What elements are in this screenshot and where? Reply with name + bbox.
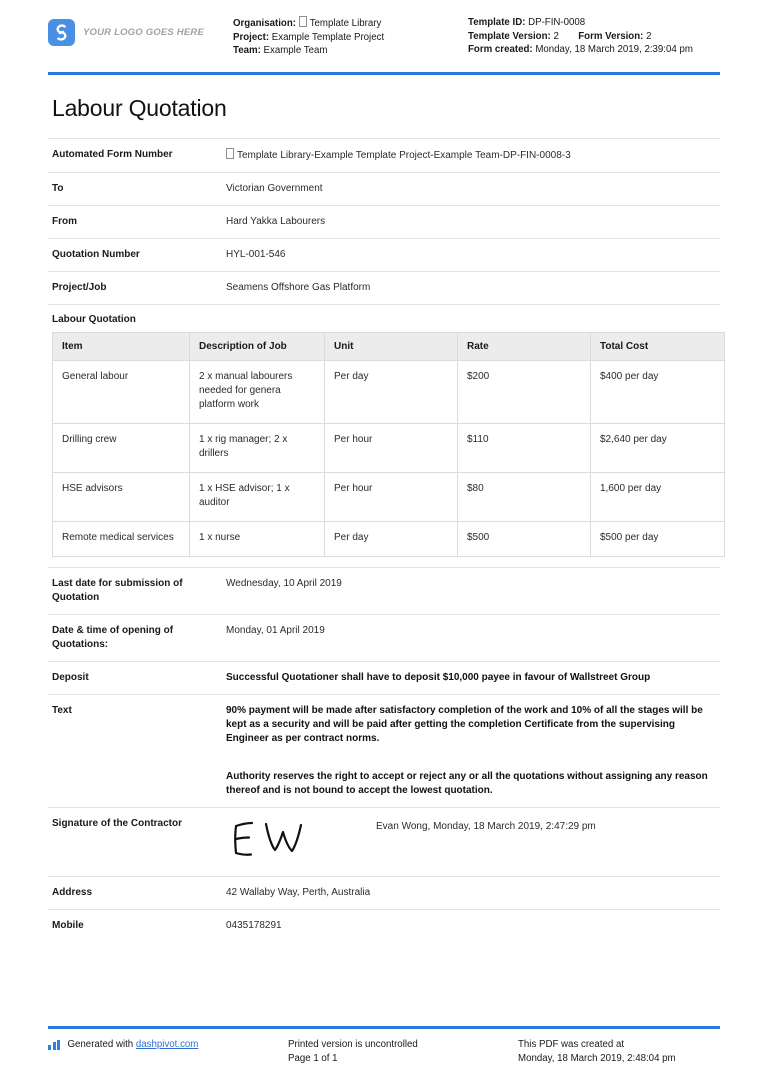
field-value: HYL-001-546 [226,249,286,260]
pdf-created-timestamp: Monday, 18 March 2019, 2:48:04 pm [518,1053,676,1064]
template-id-label: Template ID: [468,17,526,28]
page-title: Labour Quotation [52,95,227,121]
field-row-quotation-number [48,238,720,271]
signature-meta: Evan Wong, Monday, 18 March 2019, 2:47:29 pm [376,821,596,832]
cell-item: Drilling crew [53,424,190,473]
team-value: Example Team [263,45,328,57]
table-row [53,473,725,522]
text-paragraph-2: Authority reserves the right to accept or reject any or all the quotations without assigning any reason thereof and is not bound to accept the lowest quotation. [226,771,708,796]
project-value: Example Template Project [271,31,385,43]
template-version-value: 2 [553,30,559,42]
section-caption-labour-quotation: Labour Quotation [48,304,720,332]
cell-total: $400 per day [591,361,725,424]
table-row [53,361,725,424]
cell-item: HSE advisors [53,473,190,522]
field-value: Successful Quotationer shall have to deposit $10,000 payee in favour of Wallstreet Group [226,672,651,683]
field-label: Date & time of opening of Quotations: [52,625,174,650]
project-label: Project: [233,31,270,43]
table-row [53,522,725,557]
organisation-value: Template Library [309,18,382,29]
cell-total: $2,640 per day [591,424,725,473]
cell-rate: $200 [458,361,591,424]
field-label: Automated Form Number [52,149,173,160]
table-header-row [53,333,725,361]
template-id-line [468,16,720,30]
quotation-table [52,332,725,557]
field-label: Project/Job [52,282,107,293]
field-row-signature [48,807,720,876]
document-footer [48,1026,720,1066]
page-number: Page 1 of 1 [288,1053,338,1064]
field-value: Seamens Offshore Gas Platform [226,282,371,293]
missing-glyph-icon [226,148,234,159]
cell-item: General labour [53,361,190,424]
team-label: Team: [233,45,261,57]
cell-rate: $500 [458,522,591,557]
field-value: 42 Wallaby Way, Perth, Australia [226,887,371,898]
form-version-label: Form Version: [578,30,644,42]
field-value: Wednesday, 10 April 2019 [226,578,342,589]
cell-unit: Per hour [325,473,458,522]
cell-description: 1 x nurse [190,522,325,557]
form-version-value: 2 [646,30,652,42]
field-value-text-block [226,704,716,798]
field-row-text [48,694,720,807]
table-row [53,424,725,473]
field-row-from [48,205,720,238]
field-label: Deposit [52,672,89,683]
field-row-automated-form-number [48,138,720,172]
missing-glyph-icon [299,16,307,27]
field-row-project-job [48,271,720,304]
team-line [233,44,468,58]
field-value-wrap [226,148,716,163]
column-header-unit: Unit [325,333,458,361]
generated-with-label: Generated with [67,1039,134,1050]
document-header [48,0,720,62]
bar-chart-icon [48,1040,62,1050]
form-created-value: Monday, 18 March 2019, 2:39:04 pm [535,44,693,56]
field-value: Victorian Government [226,183,323,194]
template-id-value: DP-FIN-0008 [528,17,586,28]
field-label: To [52,183,64,194]
cell-total: 1,600 per day [591,473,725,522]
printed-notice: Printed version is uncontrolled [288,1039,418,1050]
field-label: From [52,216,77,227]
field-row-deposit [48,661,720,694]
column-header-rate: Rate [458,333,591,361]
form-created-line [468,43,720,57]
field-value: Hard Yakka Labourers [226,216,326,227]
field-row-opening-date [48,614,720,661]
field-label: Mobile [52,920,84,931]
form-created-label: Form created: [468,44,533,56]
field-label: Quotation Number [52,249,140,260]
column-header-item: Item [53,333,190,361]
field-label: Last date for submission of Quotation [52,578,183,603]
column-header-description: Description of Job [190,333,325,361]
field-label: Signature of the Contractor [52,818,183,829]
cell-total: $500 per day [591,522,725,557]
footer-generated-block [48,1038,288,1066]
quotation-table-wrap [48,332,720,557]
field-row-last-date [48,567,720,614]
cell-item: Remote medical services [53,522,190,557]
signature-image [226,817,376,870]
cell-rate: $80 [458,473,591,522]
cell-unit: Per day [325,361,458,424]
cell-rate: $110 [458,424,591,473]
field-row-mobile [48,909,720,942]
dashpivot-link[interactable]: dashpivot.com [135,1039,199,1050]
text-paragraph-1: 90% payment will be made after satisfactory completion of the work and 10% of all the stages will be kept as a security and will be paid after getting the completion Certificate from the supervising Engineer as per contract norms. [226,705,703,744]
cell-description: 2 x manual labourers needed for genera platform work [190,361,325,424]
footer-printed-block [288,1038,518,1066]
field-value: Monday, 01 April 2019 [226,625,325,636]
field-row-address [48,876,720,909]
organisation-line [233,16,468,31]
cell-description: 1 x rig manager; 2 x drillers [190,424,325,473]
field-label: Address [52,887,93,898]
project-line [233,31,468,45]
header-meta-left [233,16,468,58]
version-line [468,30,720,44]
template-version-label: Template Version: [468,30,551,42]
logo-placeholder-text: YOUR LOGO GOES HERE [83,27,204,38]
cell-unit: Per day [325,522,458,557]
organisation-label: Organisation: [233,18,296,29]
field-row-to [48,172,720,205]
footer-divider [48,1026,720,1029]
field-label: Text [52,705,72,716]
cell-unit: Per hour [325,424,458,473]
footer-created-block [518,1038,720,1066]
cell-description: 1 x HSE advisor; 1 x auditor [190,473,325,522]
header-meta-right [468,16,720,57]
logo-block [48,16,233,46]
pdf-created-label: This PDF was created at [518,1039,625,1050]
field-value: 0435178291 [226,920,282,931]
header-divider [48,72,720,75]
field-value: Template Library-Example Template Project-Example Team-DP-FIN-0008-3 [237,150,571,161]
company-logo-icon [48,19,75,46]
column-header-total-cost: Total Cost [591,333,725,361]
